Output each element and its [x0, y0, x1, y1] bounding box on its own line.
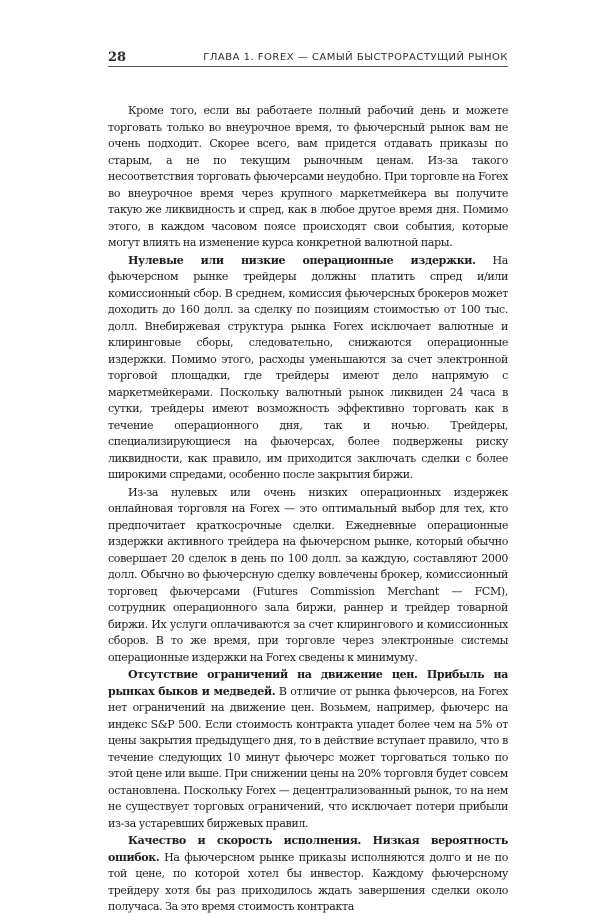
- run-in-heading: Нулевые или низкие операционные издержки.: [128, 253, 476, 267]
- paragraph-text: В отличие от рынка фьючерсов, на Forex нет ограничений на движение цен. Возьмем, например, фьючерс на индекс S&P 500. Если стоимость контракта упадет более чем на 5% от цены закрытия предыдущего дня, то в действие вступает правило, что в течение следующих 10 минут фьючерс может торговаться только по этой цене или выше. При снижении цены на 20% торговля будет совсем остановлена. Поскольку Forex — децентрализованный рынок, то на нем не существует торговых ограничений, что исключает потери прибыли из-за устаревших биржевых правил.: [108, 684, 508, 830]
- running-head: ГЛАВА 1. FOREX — САМЫЙ БЫСТРОРАСТУЩИЙ РЫНОК: [203, 52, 508, 63]
- body-text: [108, 103, 508, 916]
- paragraph-text: На фьючерсном рынке приказы исполняются долго и не по той цене, по которой хотел бы инвестор. Каждому фьючерсному трейдеру хотя бы раз приходилось ждать завершения сделки около получаса. За это время стоимость контракта: [108, 850, 508, 913]
- paragraph-text: На фьючерсном рынке трейдеры должны платить спред и/или комиссионный сбор. В среднем, комиссия фьючерсных брокеров может доходить до 160 долл. за сделку по позициям стоимостью от 100 тыс. долл. Внебиржевая структура рынка Forex исключает валютные и клиринговые сборы, следовательно, снижаются операционные издержки. Помимо этого, расходы уменьшаются за счет электронной торговой площадки, где трейдеры имеют дело напрямую с маркетмейкерами. Поскольку валютный рынок ликвиден 24 часа в сутки, трейдеры имеют возможность эффективно торговать как в течение операционного дня, так и ночью. Трейдеры, специализирующиеся на фьючерсах, более подвержены риску ликвидности, как правило, им приходится заключать сделки с более широкими спредами, особенно после закрытия биржи.: [108, 253, 508, 481]
- run-in-heading: Качество и скорость исполнения. Низкая вероятность ошибок.: [108, 834, 508, 864]
- paragraph-text: Кроме того, если вы работаете полный рабочий день и можете торговать только во внеурочное время, то фьючерсный рынок вам не очень подходит. Скорее всего, вам придется отдавать приказы по старым, а не по текущим рыночным ценам. Из-за такого несоответствия торговать фьючерсами неудобно. При торговле на Forex во внеурочное время через крупного маркетмейкера вы получите такую же ликвидность и спред, как в любое другое время дня. Помимо этого, в каждом часовом поясе происходят свои события, которые могут влиять на изменение курса конкретной валютной пары.: [108, 104, 508, 249]
- run-in-heading: Отсутствие ограничений на движение цен. Прибыль на рынках быков и медведей.: [108, 668, 508, 698]
- paragraph: [108, 833, 508, 916]
- paragraph: [108, 253, 508, 484]
- paragraph: [108, 103, 508, 252]
- header-rule: [108, 66, 508, 67]
- paragraph: [108, 485, 508, 667]
- page-number: 28: [108, 50, 127, 65]
- paragraph-text: Из-за нулевых или очень низких операционных издержек онлайновая торговля на Forex — это оптимальный выбор для тех, кто предпочитает краткосрочные сделки. Ежедневные операционные издержки активного трейдера на фьючерсном рынке, который обычно совершает 20 сделок в день по 100 долл. за каждую, составляют 2000 долл. Обычно во фьючерсную сделку вовлечены брокер, комиссионный торговец фьючерсами (Futures Commission Merchant — FCM), сотрудник операционного зала биржи, раннер и трейдер товарной биржи. Их услуги оплачиваются за счет клирингового и комиссионных сборов. В то же время, при торговле через электронные системы операционные издержки на Forex сведены к минимуму.: [108, 485, 508, 664]
